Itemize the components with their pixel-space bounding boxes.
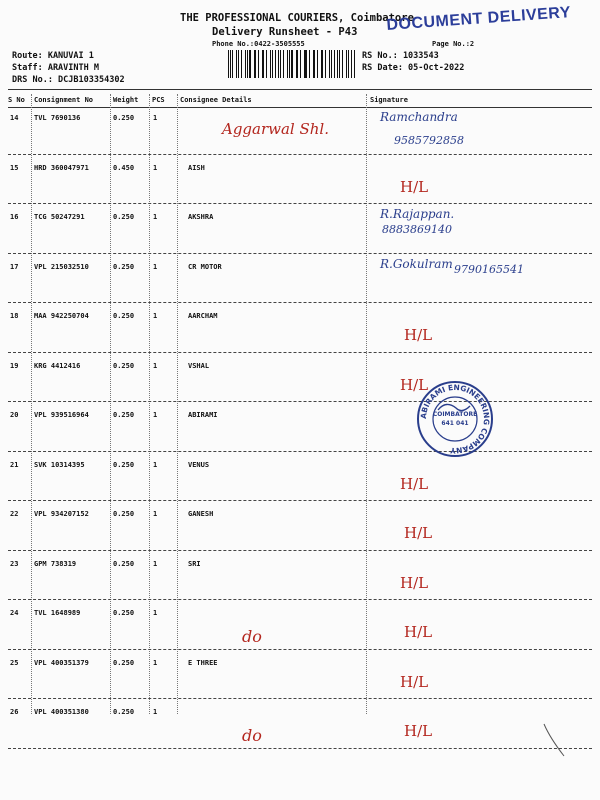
- row-weight: 0.250: [113, 411, 135, 419]
- row-weight: 0.250: [113, 609, 135, 617]
- barcode-bar: [230, 50, 231, 78]
- row-pcs: 1: [153, 708, 158, 716]
- row-divider: [8, 451, 592, 452]
- route-label: Route: KANUVAI 1: [12, 51, 94, 61]
- row-weight: 0.250: [113, 213, 135, 221]
- barcode-bar: [278, 50, 279, 78]
- row-consignment: MAA 942250704: [34, 312, 89, 320]
- column-header-divider: [8, 107, 592, 108]
- row-divider: [8, 154, 592, 155]
- row-sno: 23: [10, 559, 19, 568]
- barcode-bar: [236, 50, 237, 78]
- rs-number: RS No.: 1033543: [362, 51, 439, 61]
- stamp-pin: 641 041: [441, 420, 469, 427]
- row-consignment: TVL 1648989: [34, 609, 81, 617]
- barcode-bar: [270, 50, 271, 78]
- row-sno: 14: [10, 114, 19, 122]
- barcode-bar: [296, 50, 297, 78]
- row-divider: [8, 698, 592, 699]
- barcode-bar: [304, 50, 305, 78]
- row-consignment: VPL 400351380: [34, 708, 89, 716]
- barcode-bar: [247, 50, 248, 78]
- row-consignment: KRG 4412416: [34, 361, 81, 370]
- barcode-bar: [325, 50, 326, 78]
- row-sno: 19: [10, 361, 19, 370]
- row-pcs: 1: [153, 510, 158, 518]
- barcode-bar: [266, 50, 267, 78]
- row-divider: [8, 352, 592, 353]
- barcode-bar: [322, 50, 323, 78]
- row-weight: 0.250: [113, 510, 135, 518]
- handwritten-phone: 9790165541: [454, 262, 524, 276]
- row-pcs: 1: [153, 312, 158, 320]
- barcode-bar: [346, 50, 347, 78]
- hl-mark: H/L: [400, 573, 429, 592]
- barcode-bar: [249, 50, 250, 78]
- barcode-bar: [241, 50, 242, 78]
- row-pcs: 1: [153, 163, 158, 172]
- row-pcs: 1: [153, 411, 158, 419]
- barcode-bar: [331, 50, 332, 78]
- barcode-bar: [255, 50, 256, 78]
- row-sno: 17: [10, 262, 19, 271]
- barcode-bar: [272, 50, 273, 78]
- barcode-bar: [263, 50, 264, 78]
- row-pcs: 1: [153, 460, 158, 469]
- col-line: [31, 94, 32, 714]
- barcode-bar: [317, 50, 318, 78]
- hl-mark: H/L: [404, 524, 433, 542]
- row-pcs: 1: [153, 361, 158, 370]
- row-consignee: VENUS: [188, 460, 210, 469]
- col-signature: Signature: [370, 96, 408, 104]
- barcode-bar: [354, 50, 355, 78]
- row-sno: 26: [10, 708, 19, 716]
- row-pcs: 1: [153, 559, 158, 568]
- stamp-signature-scribble: [438, 404, 470, 410]
- row-weight: 0.450: [113, 163, 135, 172]
- row-weight: 0.250: [113, 658, 135, 667]
- drs-number: DRS No.: DCJB103354302: [12, 75, 125, 85]
- hl-mark: H/L: [400, 375, 429, 394]
- row-weight: 0.250: [113, 708, 135, 716]
- barcode-bar: [245, 50, 246, 78]
- row-consignment: TVL 7690136: [34, 114, 81, 122]
- row-weight: 0.250: [113, 114, 135, 122]
- row-sno: 21: [10, 460, 19, 469]
- row-sno: 24: [10, 609, 19, 617]
- row-consignment: SVK 10314395: [34, 460, 85, 469]
- barcode-bar: [339, 50, 340, 78]
- hl-mark: H/L: [404, 623, 433, 641]
- row-consignee: VSHAL: [188, 361, 210, 370]
- row-pcs: 1: [153, 114, 158, 122]
- row-consignment: HRD 360047971: [34, 163, 89, 172]
- row-pcs: 1: [153, 262, 158, 271]
- barcode-bar: [287, 50, 288, 78]
- row-weight: 0.250: [113, 361, 135, 370]
- col-consignment: Consignment No: [34, 96, 94, 104]
- barcode-bar: [254, 50, 255, 78]
- barcode-bar: [337, 50, 338, 78]
- hl-mark: H/L: [404, 722, 433, 740]
- phone-number: Phone No.:0422-3505555: [212, 40, 305, 48]
- barcode-bar: [232, 50, 233, 78]
- barcode-bar: [297, 50, 298, 78]
- row-divider: [8, 500, 592, 501]
- row-consignment: VPL 215032510: [34, 262, 89, 271]
- barcode-bar: [329, 50, 330, 78]
- col-line: [110, 94, 111, 714]
- row-pcs: 1: [153, 213, 158, 221]
- row-consignee: AKSHRA: [188, 213, 214, 221]
- signature: Ramchandra: [380, 110, 458, 124]
- barcode-bar: [314, 50, 315, 78]
- row-consignee: AARCHAM: [188, 312, 218, 320]
- stamp-city: COIMBATORE: [432, 411, 478, 418]
- stamp-ring-text: ABIRAMI ENGINEERING COMPANY: [418, 382, 492, 456]
- barcode-bar: [321, 50, 322, 78]
- row-consignee: GANESH: [188, 510, 214, 518]
- barcode-bar: [289, 50, 290, 78]
- row-pcs: 1: [153, 658, 158, 667]
- row-sno: 15: [10, 163, 19, 172]
- barcode-bar: [309, 50, 310, 78]
- row-divider: [8, 401, 592, 402]
- col-pcs: PCS: [152, 96, 165, 104]
- row-divider: [8, 203, 592, 204]
- row-divider: [8, 599, 592, 600]
- barcode-bar: [262, 50, 263, 78]
- company-round-stamp: [416, 380, 494, 458]
- barcode-bar: [305, 50, 306, 78]
- barcode-bar: [275, 50, 276, 78]
- barcode-bar: [300, 50, 301, 78]
- barcode-bar: [351, 50, 352, 78]
- barcode-bar: [334, 50, 335, 78]
- row-divider: [8, 649, 592, 650]
- handwritten-consignee: do: [242, 627, 262, 646]
- row-weight: 0.250: [113, 559, 135, 568]
- row-sno: 16: [10, 213, 19, 221]
- col-line: [177, 94, 178, 714]
- barcode-bar: [238, 50, 239, 78]
- col-sno: S No: [8, 96, 25, 104]
- row-consignment: VPL 939516964: [34, 411, 89, 419]
- row-divider: [8, 253, 592, 254]
- barcode-bar: [283, 50, 284, 78]
- row-sno: 18: [10, 312, 19, 320]
- hl-mark: H/L: [400, 177, 429, 196]
- row-consignee: E THREE: [188, 658, 218, 667]
- row-weight: 0.250: [113, 312, 135, 320]
- row-pcs: 1: [153, 609, 158, 617]
- barcode: [228, 50, 356, 78]
- col-line: [149, 94, 150, 714]
- row-consignee: SRI: [188, 559, 201, 568]
- hl-mark: H/L: [400, 474, 429, 493]
- row-consignee: CR MOTOR: [188, 262, 222, 271]
- row-consignee: AISH: [188, 163, 205, 172]
- page-number: Page No.:2: [432, 40, 475, 48]
- row-consignment: VPL 934207152: [34, 510, 89, 518]
- handwritten-consignee: do: [242, 726, 262, 745]
- barcode-bar: [258, 50, 259, 78]
- row-sno: 22: [10, 510, 19, 518]
- row-sno: 20: [10, 411, 19, 419]
- handwritten-phone: 8883869140: [382, 223, 452, 236]
- header-divider: [8, 89, 592, 90]
- hl-mark: H/L: [404, 326, 433, 344]
- row-weight: 0.250: [113, 262, 135, 271]
- barcode-bar: [342, 50, 343, 78]
- row-divider: [8, 748, 592, 749]
- barcode-bar: [348, 50, 349, 78]
- hl-mark: H/L: [400, 672, 429, 691]
- staff-label: Staff: ARAVINTH M: [12, 63, 99, 73]
- pen-stroke: [540, 720, 570, 760]
- row-consignment: TCG 50247291: [34, 213, 85, 221]
- signature: R.Gokulram: [380, 256, 453, 271]
- sheet-title: Delivery Runsheet - P43: [212, 26, 358, 38]
- col-line: [366, 94, 367, 714]
- row-weight: 0.250: [113, 460, 135, 469]
- handwritten-consignee: Aggarwal Shl.: [222, 120, 329, 138]
- row-consignment: VPL 400351379: [34, 658, 89, 667]
- row-consignment: GPM 738319: [34, 559, 77, 568]
- row-sno: 25: [10, 658, 19, 667]
- row-divider: [8, 302, 592, 303]
- barcode-bar: [280, 50, 281, 78]
- row-divider: [8, 550, 592, 551]
- company-name: THE PROFESSIONAL COURIERS, Coimbatore: [180, 12, 414, 24]
- barcode-bar: [228, 50, 229, 78]
- handwritten-phone: 9585792858: [394, 134, 464, 147]
- barcode-bar: [313, 50, 314, 78]
- barcode-bar: [291, 50, 292, 78]
- rs-date: RS Date: 05-Oct-2022: [362, 63, 465, 73]
- col-consignee: Consignee Details: [180, 96, 252, 104]
- document-delivery-stamp: DOCUMENT DELIVERY: [386, 4, 572, 34]
- row-consignee: ABIRAMI: [188, 411, 218, 419]
- col-weight: Weight: [113, 96, 139, 104]
- signature: R.Rajappan.: [380, 207, 455, 221]
